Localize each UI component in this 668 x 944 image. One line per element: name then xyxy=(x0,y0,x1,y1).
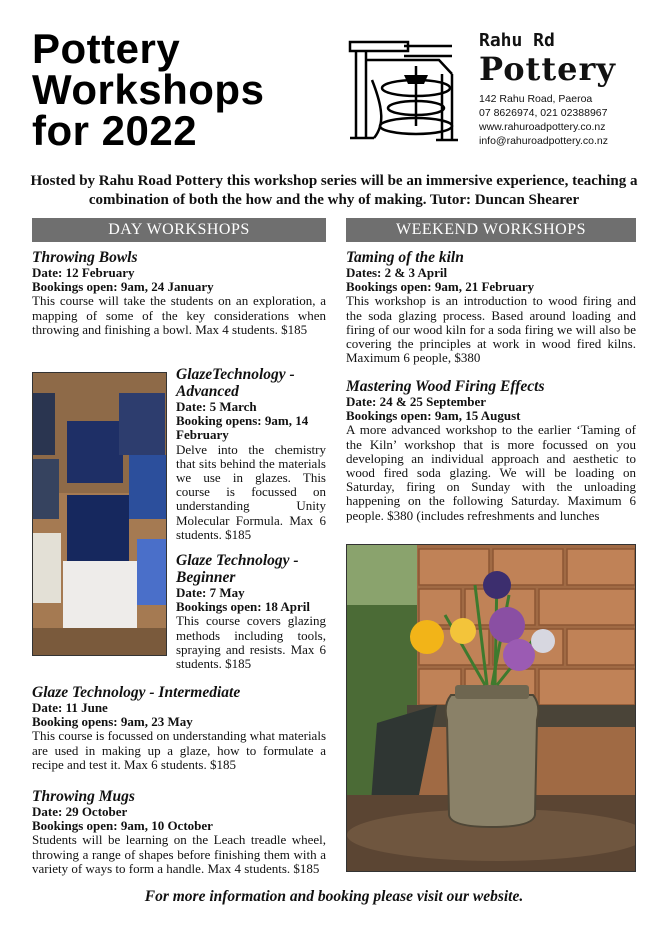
workshop-booking: Bookings open: 9am, 15 August xyxy=(346,408,521,424)
pottery-wheel-illustration xyxy=(344,30,462,144)
footer-note: For more information and booking please visit our website. xyxy=(144,888,524,905)
brand-name-big: Pottery xyxy=(479,50,616,88)
workshop-booking: Bookings open: 9am, 10 October xyxy=(32,818,213,834)
workshop-title: Throwing Mugs xyxy=(32,788,135,805)
workshop-date: Date: 11 June xyxy=(32,700,108,715)
glazed-pots-photo xyxy=(32,372,167,656)
intro-text: Hosted by Rahu Road Pottery this workshop series will be an immersive experience, teaching a combination of both the how and the why of making. Tutor: Duncan Shearer xyxy=(30,173,638,208)
workshop-date: Dates: 2 & 3 April xyxy=(346,265,448,280)
workshop-taming-of-the-kiln xyxy=(346,249,636,365)
address: 142 Rahu Road, Paeroa xyxy=(479,93,593,105)
workshop-date: Date: 29 October xyxy=(32,804,128,819)
workshop-title: Glaze Technology - Intermediate xyxy=(32,684,241,701)
workshop-booking: Bookings open: 18 April xyxy=(176,599,311,615)
workshop-date: Date: 5 March xyxy=(176,399,257,414)
workshop-description: This course covers glazing methods including tools, spraying and resists. Max 6 students. $185 xyxy=(176,613,326,672)
workshop-description: This course is focussed on understanding what materials are used in making up a glaze, how to formulate a recipe and test it. Max 6 students. $185 xyxy=(32,728,326,772)
workshop-title: Mastering Wood Firing Effects xyxy=(346,378,545,395)
title-line: for 2022 xyxy=(32,107,198,154)
workshop-glaze-intermediate xyxy=(32,684,326,772)
day-workshops-heading: DAY WORKSHOPS xyxy=(32,218,326,242)
brand-block xyxy=(479,30,659,148)
email-link[interactable]: info@rahuroadpottery.co.nz xyxy=(479,135,608,147)
workshop-description: Delve into the chemistry that sits behind the materials we use in glazes. This course is focussed on understanding Unity Molecular Formula. Max 6 students. $185 xyxy=(176,441,326,542)
workshop-description: A more advanced workshop to the earlier ‘Taming of the Kiln’ workshop that is more focussed on you developing an individual approach and aesthetic to wood fired soda glazing. We will be loading on Saturday, firing on Sunday with the unloading happening on the following Saturday. Maximum 6 people. $380 (includes refreshments and lunches xyxy=(346,422,636,523)
page-title xyxy=(32,25,332,154)
workshop-mastering-wood-firing xyxy=(346,378,636,523)
workshop-description: This workshop is an introduction to wood firing and the soda glazing process. Based around loading and firing of our wood kiln for a soda firing we will also be covering the principles at work in wood fired kilns. Maximum 6 people, $380 xyxy=(346,293,636,366)
title-line: Pottery xyxy=(32,25,181,72)
workshop-date: Date: 24 & 25 September xyxy=(346,394,487,409)
workshop-throwing-mugs xyxy=(32,788,326,876)
workshop-booking: Booking opens: 9am, 23 May xyxy=(32,714,193,730)
website-link[interactable]: www.rahuroadpottery.co.nz xyxy=(479,121,606,133)
workshop-booking: Bookings open: 9am, 21 February xyxy=(346,279,535,295)
workshop-booking: Booking opens: 9am, 14 February xyxy=(176,413,309,443)
workshop-date: Date: 7 May xyxy=(176,585,245,600)
workshop-glaze-beginner xyxy=(176,552,326,671)
workshop-title: Throwing Bowls xyxy=(32,249,138,266)
brand-contact xyxy=(479,92,659,148)
workshop-description: This course will take the students on an exploration, a mapping of some of the key considerations when throwing and finishing a bowl. Max 4 students. $185 xyxy=(32,293,326,337)
workshop-title: Glaze Technology - Beginner xyxy=(176,552,299,586)
brand-name-small: Rahu Rd xyxy=(479,30,555,51)
workshop-glaze-advanced xyxy=(176,366,326,542)
workshop-description: Students will be learning on the Leach treadle wheel, throwing a range of shapes before finishing them with a variety of ways to form a handle. Max 4 students. $185 xyxy=(32,832,326,876)
weekend-workshops-heading: WEEKEND WORKSHOPS xyxy=(346,218,636,242)
workshop-title: Taming of the kiln xyxy=(346,249,464,266)
workshop-title: GlazeTechnology - Advanced xyxy=(176,366,295,400)
vase-flowers-photo xyxy=(346,544,636,872)
phone: 07 8626974, 021 02388967 xyxy=(479,107,608,119)
title-line: Workshops xyxy=(32,66,265,113)
workshop-date: Date: 12 February xyxy=(32,265,135,280)
workshop-booking: Bookings open: 9am, 24 January xyxy=(32,279,214,295)
workshop-throwing-bowls xyxy=(32,249,326,337)
